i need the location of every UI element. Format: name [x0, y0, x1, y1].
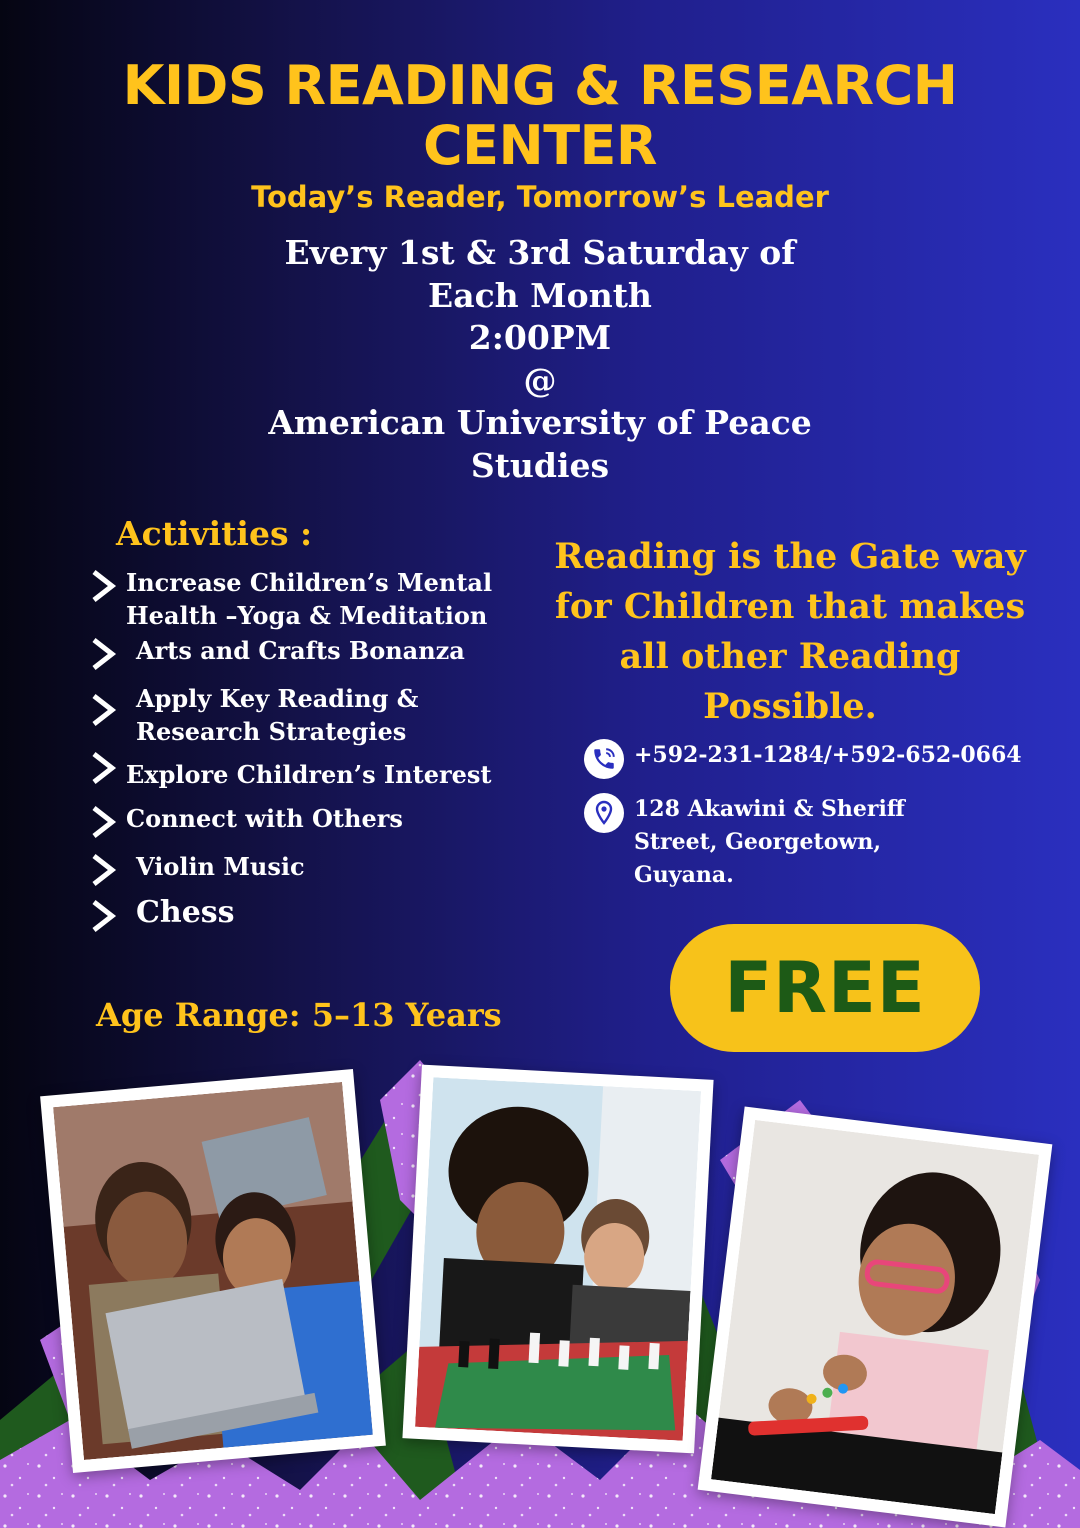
chevron-right-icon [86, 634, 122, 674]
free-badge: FREE [670, 924, 980, 1052]
activity-item [86, 634, 465, 674]
activity-text: Apply Key Reading & [136, 684, 419, 713]
schedule-at: @ [523, 360, 557, 400]
schedule-time: 2:00PM [468, 318, 612, 357]
chevron-right-icon [86, 896, 122, 936]
motto-line: Reading is the Gate way [554, 536, 1026, 577]
photo-children-chess [402, 1065, 713, 1454]
activity-text: Increase Children’s Mental [126, 568, 493, 597]
phone-number: +592-231-1284/+592-652-0664 [634, 742, 1022, 768]
activity-item [86, 566, 492, 632]
activity-item [86, 802, 403, 842]
activity-text: Arts and Crafts Bonanza [136, 636, 465, 665]
address-line: Street, Georgetown, [634, 829, 881, 855]
chevron-right-icon [86, 690, 122, 730]
motto-line: all other Reading [619, 636, 961, 677]
activity-item [86, 896, 235, 936]
activity-text: Chess [136, 895, 235, 930]
activity-text: Research Strategies [136, 717, 407, 746]
title-line-2: CENTER [422, 114, 657, 177]
activity-text: Explore Children’s Interest [126, 760, 492, 789]
activity-text: Connect with Others [126, 804, 403, 833]
photo-girl-crafts [698, 1107, 1053, 1528]
photo-children-laptop [40, 1069, 386, 1473]
address-line: 128 Akawini & Sheriff [634, 796, 905, 822]
title-line-1: KIDS READING & RESEARCH [122, 54, 958, 117]
age-range: Age Range: 5–13 Years [96, 996, 502, 1034]
schedule-days: Every 1st & 3rd Saturday of [284, 233, 796, 272]
address-line: Guyana. [634, 862, 734, 888]
chevron-right-icon [86, 850, 122, 890]
page-title [0, 56, 1080, 176]
venue-line-1: American University of Peace [268, 403, 812, 442]
location-pin-icon [584, 793, 624, 833]
schedule-block [240, 232, 840, 487]
motto-line: Possible. [703, 686, 877, 727]
motto [540, 532, 1040, 732]
chevron-right-icon [86, 566, 122, 606]
activity-text: Violin Music [136, 852, 305, 881]
tagline: Today’s Reader, Tomorrow’s Leader [251, 180, 829, 214]
activities-heading: Activities : [116, 514, 313, 553]
phone-contact [584, 739, 1022, 779]
chevron-right-icon [86, 802, 122, 842]
activity-text: Health –Yoga & Meditation [126, 601, 488, 630]
phone-icon [584, 739, 624, 779]
chevron-right-icon [86, 748, 122, 788]
activity-item [86, 682, 418, 748]
address-contact [584, 793, 905, 892]
venue-line-2: Studies [470, 445, 610, 485]
activity-item [86, 850, 305, 890]
activity-item [86, 758, 491, 791]
motto-line: for Children that makes [554, 586, 1026, 627]
schedule-month: Each Month [428, 275, 652, 315]
